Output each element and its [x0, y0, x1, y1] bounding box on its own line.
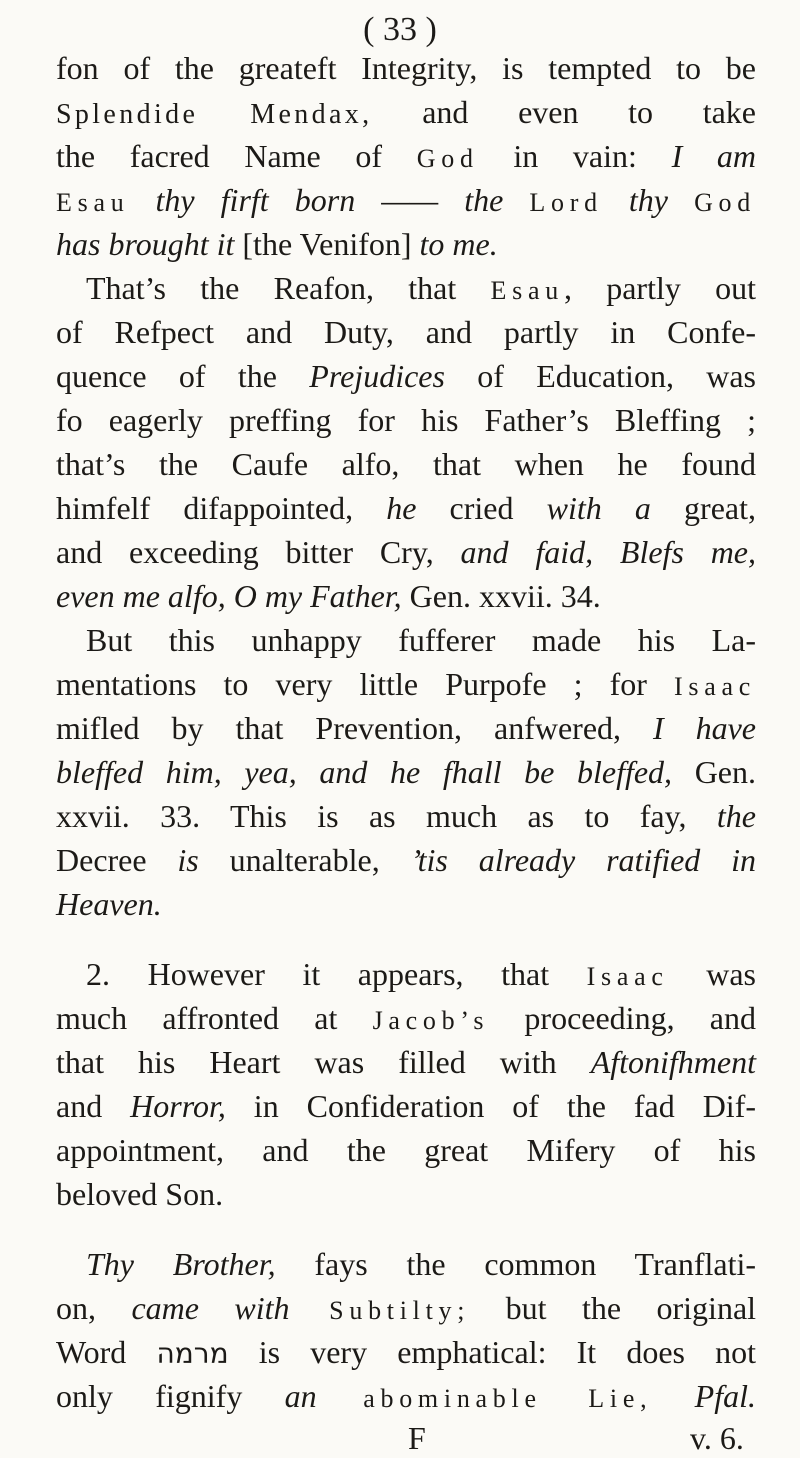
text-run: and [56, 1088, 131, 1124]
signature-mark: F [408, 1420, 426, 1456]
text-line [56, 46, 756, 90]
text-run: of Education, was [444, 358, 757, 394]
text-line [56, 750, 756, 794]
text-run: mifled by that Prevention, anfwered, [56, 710, 653, 746]
text-line [56, 882, 756, 926]
italic-run: an [284, 1378, 317, 1414]
text-line [56, 1330, 756, 1374]
small-caps-run: Esau [56, 188, 130, 217]
text-line [56, 794, 756, 838]
text-run: in Confideration of the fad Dif- [225, 1088, 757, 1124]
text-run: in vain: [478, 138, 672, 174]
page-number: ( 33 ) [363, 11, 437, 48]
italic-run: Heaven. [56, 886, 162, 922]
text-run: unalterable, [198, 842, 411, 878]
text-line [56, 706, 756, 750]
page-footer [56, 1418, 756, 1458]
text-line [56, 1242, 756, 1286]
text-run: Gen. xxvii. 34. [401, 578, 601, 614]
italic-run: the [716, 798, 756, 834]
text-line [56, 618, 756, 662]
catchword: v. 6. [690, 1420, 744, 1456]
text-run: of Refpect and Duty, and partly in Confe- [56, 314, 756, 350]
italic-run: has brought it [56, 226, 235, 262]
text-run: himfelf difappointed, [56, 490, 387, 526]
text-line [56, 398, 756, 442]
italic-run: with a [546, 490, 651, 526]
small-caps-run: God [694, 188, 756, 217]
text-line [56, 1286, 756, 1330]
text-run: quence of the [56, 358, 310, 394]
paragraph-gap [56, 926, 756, 952]
small-caps-run: Esau [490, 276, 564, 305]
text-line [56, 996, 756, 1040]
italic-run: I am [671, 138, 757, 174]
text-line [56, 662, 756, 706]
text-run: xxvii. 33. This is as much as to fay, [56, 798, 717, 834]
text-line [56, 1374, 756, 1418]
small-caps-run: Subtilty; [289, 1296, 471, 1325]
text-line [56, 530, 756, 574]
text-line [56, 134, 756, 178]
italic-run: to me. [419, 226, 498, 262]
text-line [56, 574, 756, 618]
text-run: appointment, and the great Mifery of his [56, 1132, 756, 1168]
text-run: 2. However it appears, that [86, 956, 587, 992]
text-run: , partly out [563, 270, 757, 306]
text-line [56, 1084, 756, 1128]
text-line [56, 90, 756, 134]
text-run: beloved Son. [56, 1176, 224, 1212]
italic-run: bleffed him, yea, and he fhall be bleffed, [56, 754, 673, 790]
small-caps-run: Splendide Mendax, [56, 99, 373, 130]
small-caps-run: God [416, 144, 479, 173]
text-line [56, 178, 756, 222]
text-run: only fignify [56, 1378, 285, 1414]
text-line [56, 266, 756, 310]
small-caps-run: abominable Lie, [316, 1384, 653, 1413]
text-run: much affronted at [56, 1000, 373, 1036]
text-run: Word [56, 1334, 157, 1370]
italic-run: Prejudices [309, 358, 445, 394]
text-run: That’s the Reafon, that [86, 270, 491, 306]
text-run: fon of the greateft Integrity, is tempted to be [56, 50, 756, 86]
text-run: and exceeding bitter Cry, [56, 534, 461, 570]
text-run: that his Heart was filled with [56, 1044, 591, 1080]
paragraph-gap [56, 1216, 756, 1242]
text-run: But this unhappy fufferer made his La- [86, 622, 756, 658]
small-caps-run: Jacob’s [372, 1006, 490, 1035]
text-run: is very emphatical: It does not [228, 1334, 757, 1370]
text-line [56, 310, 756, 354]
text-run: on, [56, 1290, 132, 1326]
text-run: fo eagerly preffing for his Father’s Bleffing ; [56, 402, 756, 438]
text-line [56, 222, 756, 266]
italic-run: Horror, [130, 1088, 226, 1124]
page-body [56, 46, 756, 1458]
text-run: the facred Name of [56, 138, 417, 174]
text-run: [the Venifon] [234, 226, 420, 262]
text-line [56, 486, 756, 530]
small-caps-run: Lord [529, 188, 603, 217]
italic-run: thy [602, 182, 695, 218]
text-line [56, 1040, 756, 1084]
italic-run: ’tis already ratified in [410, 842, 757, 878]
italic-run: and faid, Blefs me, [460, 534, 757, 570]
text-run: great, [650, 490, 756, 526]
small-caps-run: Isaac [586, 962, 669, 991]
italic-run: thy firft born —— the [129, 182, 530, 218]
text-run: fays the common Tranflati- [275, 1246, 756, 1282]
text-line [56, 1172, 756, 1216]
text-line [56, 354, 756, 398]
text-run: proceeding, and [489, 1000, 756, 1036]
text-run: Decree [56, 842, 178, 878]
italic-run: even me alfo, O my Father, [56, 578, 402, 614]
small-caps-run: Isaac [674, 672, 756, 701]
text-run: was [668, 956, 756, 992]
text-run: but the original [470, 1290, 757, 1326]
italic-run: Pfal. [652, 1378, 756, 1414]
italic-run: I have [652, 710, 757, 746]
text-line [56, 952, 756, 996]
text-run: Gen. [672, 754, 757, 790]
text-run: cried [416, 490, 547, 526]
text-run: that’s the Caufe alfo, that when he found [56, 446, 756, 482]
hebrew-word: מרמה [156, 1337, 229, 1370]
text-line [56, 838, 756, 882]
italic-run: Thy Brother, [86, 1246, 276, 1282]
text-run: and even to take [372, 94, 757, 130]
text-line [56, 442, 756, 486]
italic-run: is [177, 842, 199, 878]
text-line [56, 1128, 756, 1172]
italic-run: he [386, 490, 417, 526]
italic-run: Aftonifhment [590, 1044, 756, 1080]
italic-run: came with [131, 1290, 290, 1326]
text-run: mentations to very little Purpofe ; for [56, 666, 674, 702]
